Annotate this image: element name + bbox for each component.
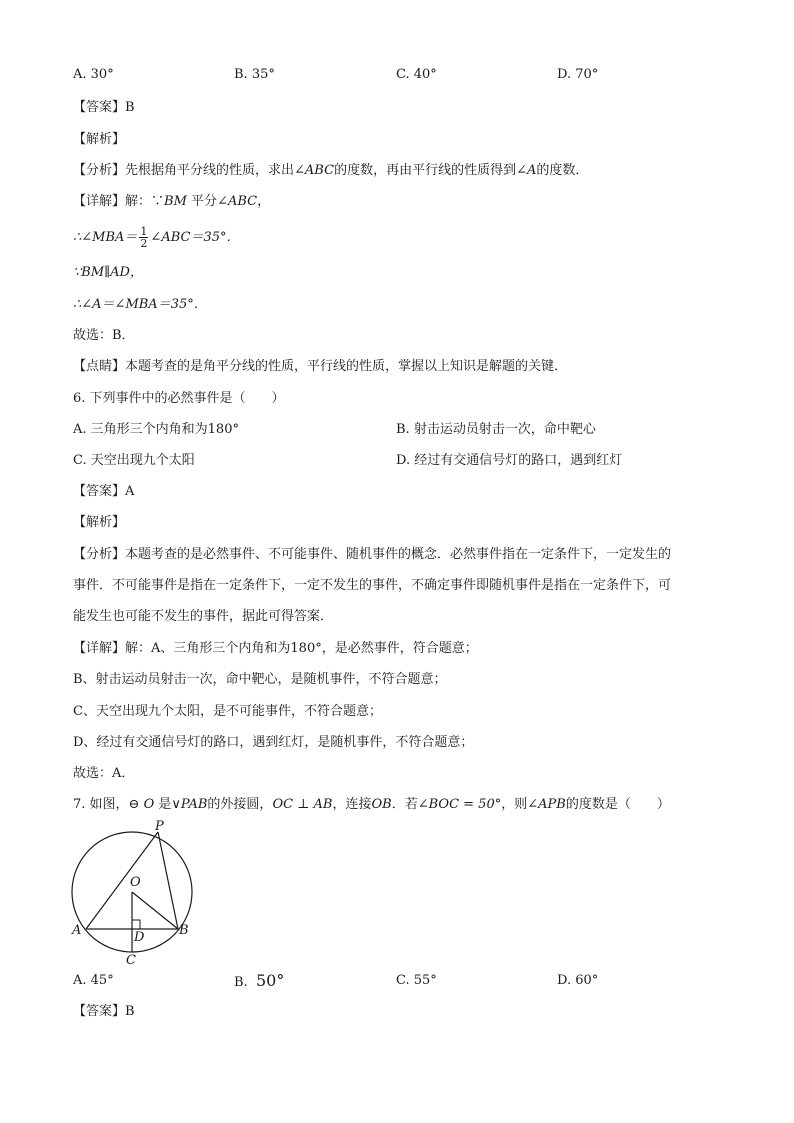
- stem-var: ∠APB: [527, 797, 566, 812]
- q6-option-d: D. 经过有交通信号灯的路口，遇到红灯: [396, 453, 623, 468]
- q6-option-b: B. 射击运动员射击一次，命中靶心: [396, 422, 596, 437]
- q7-option-b: [234, 971, 284, 993]
- detail-text: 平分: [191, 194, 218, 209]
- q7-option-d: D. 60°: [557, 973, 599, 988]
- stem-var: ∠BOC = 50°: [417, 797, 502, 812]
- q6-option-a: A. 三角形三个内角和为180°: [73, 422, 239, 437]
- detail-expr: ∴∠MBA＝: [73, 230, 138, 245]
- q6-detail-line-5: 故选：A．: [73, 766, 135, 781]
- answer-tag: 【答案】: [73, 1004, 126, 1019]
- q6-fenxi-line-1: [73, 545, 671, 565]
- answer-value: A: [125, 484, 135, 499]
- answer-value: B: [125, 1004, 135, 1019]
- fenxi-text: 的度数，再由平行线的性质得到: [334, 163, 517, 178]
- q5-detail-line-4: ∴∠A＝∠MBA＝35°．: [73, 297, 207, 312]
- label-A: A: [72, 923, 82, 938]
- q7-option-c: C. 55°: [396, 973, 437, 988]
- fenxi-text: 本题考查的是必然事件、不可能事件、随机事件的概念．必然事件指在一定条件下，一定发生的: [125, 547, 672, 562]
- fenxi-tag: 【分析】: [73, 547, 126, 562]
- option-value: 50°: [255, 971, 285, 990]
- q6-detail-line-1: [73, 639, 478, 659]
- q5-detail-line-5: 故选：B．: [73, 328, 135, 343]
- stem-var: OB: [371, 797, 392, 812]
- stem-text: 的外接圆，: [207, 797, 273, 812]
- q6-fenxi-line-3: 能发生也可能不发生的事件，据此可得答案．: [73, 609, 334, 624]
- label-D: D: [134, 930, 145, 945]
- option-letter: B.: [234, 975, 248, 990]
- q5-option-a: A. 30°: [73, 67, 114, 82]
- stem-text: 是: [158, 797, 172, 812]
- label-P: P: [155, 819, 164, 834]
- dianjing-text: 本题考查的是角平分线的性质，平行线的性质，掌握以上知识是解题的关键．: [125, 359, 568, 374]
- q7-option-a: A. 45°: [73, 973, 114, 988]
- label-B: B: [179, 923, 189, 938]
- answer-tag: 【答案】: [73, 100, 126, 115]
- detail-text: 解：∵: [125, 194, 165, 209]
- q6-detail-line-4: D、经过有交通信号灯的路口，遇到红灯，是随机事件，不符合题意；: [73, 735, 474, 750]
- fenxi-text: 先根据角平分线的性质，求出: [125, 163, 295, 178]
- label-O: O: [130, 875, 141, 890]
- q6-detail-line-2: B、射击运动员射击一次，命中靶心，是随机事件，不符合题意；: [73, 672, 447, 687]
- detail-text: 解：A、三角形三个内角和为180°，是必然事件，符合题意；: [125, 641, 478, 656]
- q5-detail-line-1: [73, 192, 270, 212]
- q6-detail-line-3: C、天空出现九个太阳，是不可能事件，不符合题意；: [73, 704, 382, 719]
- q5-detail-line-3: ∵BM∥AD，: [73, 265, 143, 280]
- q6-analysis-tag: 【解析】: [73, 515, 126, 530]
- detail-expr: ∠ABC＝35°．: [150, 230, 240, 245]
- dianjing-tag: 【点睛】: [73, 359, 126, 374]
- q5-fenxi: [73, 161, 588, 181]
- answer-value: B: [125, 100, 135, 115]
- stem-text: ，连接: [332, 797, 372, 812]
- detail-var: BM: [164, 194, 187, 209]
- detail-tag: 【详解】: [73, 641, 126, 656]
- q7-circle-figure: [66, 818, 196, 966]
- q5-analysis-tag: 【解析】: [73, 132, 126, 147]
- q5-detail-line-2: [73, 226, 240, 250]
- q6-stem: 6. 下列事件中的必然事件是（ ）: [73, 391, 285, 406]
- q5-option-d: D. 70°: [557, 67, 599, 82]
- label-C: C: [126, 953, 136, 966]
- stem-text: ．若: [391, 797, 418, 812]
- answer-tag: 【答案】: [73, 484, 126, 499]
- segment-PA: [86, 832, 158, 929]
- fenxi-tag: 【分析】: [73, 163, 126, 178]
- q5-answer: [73, 98, 135, 118]
- q6-answer: [73, 482, 134, 502]
- stem-text: 的度数是（ ）: [565, 797, 670, 812]
- q7-stem: [73, 795, 670, 815]
- segment-PB: [158, 832, 178, 929]
- q6-option-c: C. 天空出现九个太阳: [73, 453, 195, 468]
- detail-text: ，: [257, 194, 271, 209]
- frac-numerator: 1: [140, 225, 148, 238]
- stem-var: O: [143, 797, 155, 812]
- right-angle-mark: [132, 920, 140, 929]
- stem-var: OC ⊥ AB: [272, 797, 333, 812]
- q6-fenxi-line-2: 事件．不可能事件是指在一定条件下，一定不发生的事件，不确定事件即随机事件是指在一定条件下，可: [73, 578, 672, 593]
- detail-tag: 【详解】: [73, 194, 126, 209]
- fenxi-angle: ∠A: [516, 163, 537, 178]
- fraction-half: [139, 226, 148, 249]
- q7-answer: [73, 1002, 135, 1022]
- stem-text: ，则: [501, 797, 528, 812]
- fenxi-text: 的度数．: [536, 163, 589, 178]
- fenxi-angle: ∠ABC: [294, 163, 335, 178]
- q5-option-c: C. 40°: [396, 67, 437, 82]
- q5-dianjing: [73, 357, 567, 377]
- q5-option-b: B. 35°: [234, 67, 275, 82]
- stem-var: ∨PAB: [171, 797, 208, 812]
- stem-text: 7. 如图，⊖: [73, 797, 140, 812]
- detail-angle: ∠ABC: [217, 194, 258, 209]
- frac-denominator: 2: [140, 237, 148, 250]
